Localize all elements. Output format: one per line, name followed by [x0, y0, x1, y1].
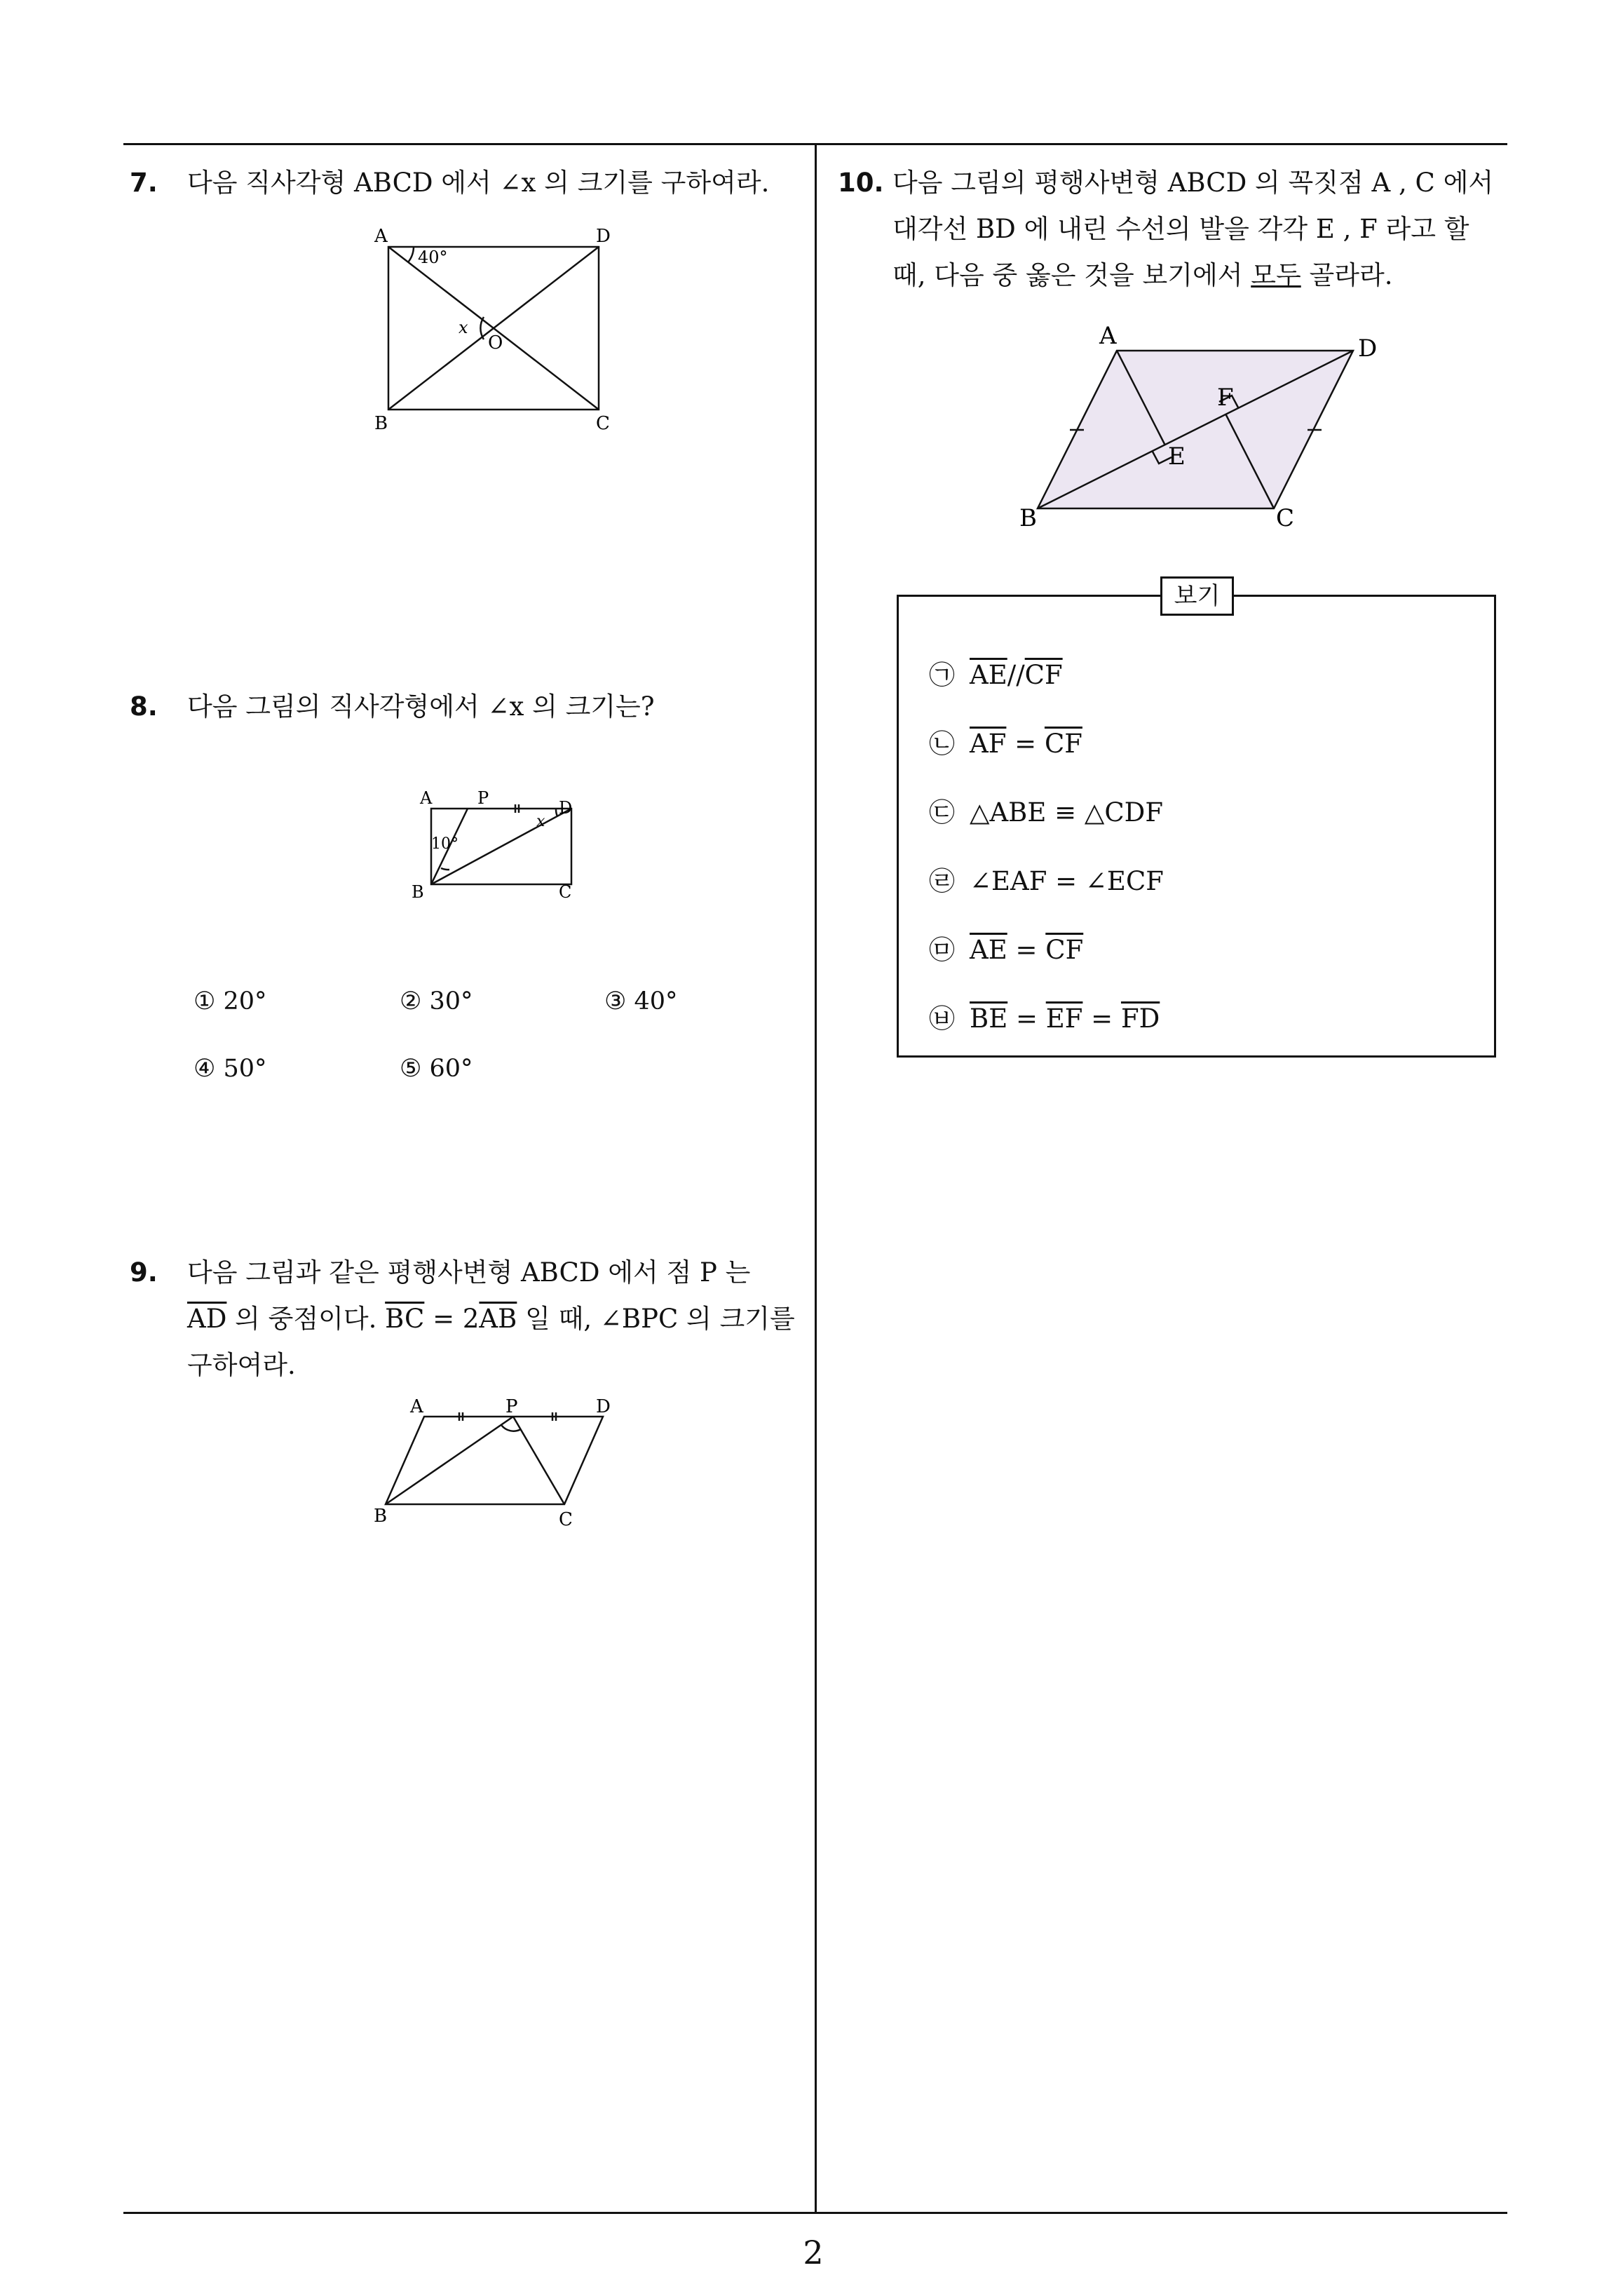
label-a: A [374, 226, 388, 247]
label-o: O [488, 332, 503, 353]
label-c: C [559, 1509, 573, 1530]
bogi-expr-part: $\overline{CF}$ [1044, 729, 1082, 759]
bogi-expr-part: $\overline{EF}$ [1045, 1004, 1083, 1034]
bogi-marker: ㉠ [929, 660, 955, 690]
label-p: P [477, 788, 489, 808]
label-d: D [1358, 335, 1378, 363]
angle-arc-40 [408, 247, 414, 262]
label-p: P [505, 1396, 518, 1417]
label-x: x [536, 813, 545, 830]
label-e: E [1168, 443, 1186, 471]
label-c: C [596, 413, 610, 431]
bottom-rule [123, 2212, 1507, 2214]
bogi-expr-part: △ABE ≡ △CDF [970, 797, 1164, 828]
bogi-item [929, 791, 1163, 829]
bogi-item [929, 860, 1164, 898]
bogi-marker: ㉢ [929, 797, 955, 828]
label-a: A [410, 1396, 423, 1417]
bogi-item [929, 928, 1083, 966]
q8-rectangle-figure [410, 784, 585, 910]
bogi-marker: ㉣ [929, 866, 955, 896]
label-d: D [596, 226, 611, 247]
label-angle-10: 10° [431, 835, 459, 853]
question-number: 9. [130, 1257, 158, 1288]
bogi-expr-part: = [1082, 1004, 1121, 1034]
bogi-expr-part: $\overline{CF}$ [1024, 660, 1063, 690]
label-a: A [420, 788, 433, 808]
question-text: 다음 그림과 같은 평행사변형 ABCD 에서 점 P 는 $\overline{AD}$ 의 중점이다. $\overline{BC} = 2\overline{AB}$ 일 때, ∠BPC 의 크기를 구하여라. [187, 1257, 795, 1380]
question-number: 7. [130, 168, 158, 198]
question-number: 10. [838, 168, 884, 198]
question-number: 8. [130, 691, 158, 722]
question-text: 다음 그림의 직사각형에서 ∠x 의 크기는? [187, 691, 655, 722]
bogi-expr-part: $\overline{FD}$ [1120, 1004, 1160, 1034]
label-f: F [1217, 384, 1234, 412]
bogi-expr-part: ∠EAF = ∠ECF [970, 866, 1164, 896]
label-c: C [559, 882, 572, 902]
bogi-item [929, 654, 1063, 691]
page-number: 2 [803, 2234, 824, 2271]
label-angle-40: 40° [418, 248, 448, 267]
bogi-expr-part: // [1007, 660, 1025, 690]
q10-parallelogram-figure [1017, 323, 1409, 533]
column-divider [815, 143, 817, 2212]
label-d: D [559, 798, 573, 818]
bogi-item [929, 997, 1160, 1035]
label-x: x [459, 318, 468, 337]
choice-4[interactable]: ④ 50° [193, 1055, 267, 1083]
question-text: 다음 직사각형 ABCD 에서 ∠x 의 크기를 구하여라. [187, 168, 770, 198]
bogi-expr-part: = [1006, 729, 1045, 759]
bogi-title: 보기 [1160, 576, 1234, 616]
question-text: 다음 그림의 평행사변형 ABCD 의 꼭짓점 A , C 에서 대각선 BD 에 내린 수선의 발을 각각 E , F 라고 할 때, 다음 중 옳은 것을 보기에서 모두 골라라. [892, 168, 1494, 290]
label-b: B [374, 1506, 388, 1527]
choice-5[interactable]: ⑤ 60° [400, 1055, 473, 1083]
choice-2[interactable]: ② 30° [400, 987, 473, 1015]
label-b: B [374, 413, 388, 431]
q7-rectangle-figure [365, 221, 631, 431]
bogi-expr-part: $\overline{AE}$ [970, 660, 1007, 690]
q9-parallelogram-figure [368, 1396, 627, 1536]
bogi-expr-part: = [1007, 935, 1046, 965]
label-b: B [412, 882, 424, 902]
bogi-marker: ㉡ [929, 729, 955, 759]
bogi-item [929, 722, 1082, 760]
choice-3[interactable]: ③ 40° [604, 987, 678, 1015]
bogi-marker: ㉥ [929, 1004, 955, 1034]
label-c: C [1276, 504, 1295, 532]
bogi-marker: ㉤ [929, 935, 955, 965]
label-a: A [1099, 323, 1117, 350]
choice-1[interactable]: ① 20° [193, 987, 267, 1015]
bogi-expr-part: $\overline{AF}$ [970, 729, 1007, 759]
label-b: B [1019, 504, 1037, 532]
bogi-expr-part: $\overline{CF}$ [1045, 935, 1084, 965]
label-d: D [596, 1396, 611, 1417]
bogi-expr-part: $\overline{AE}$ [970, 935, 1007, 965]
bogi-expr-part: $\overline{BE}$ [970, 1004, 1008, 1034]
bogi-expr-part: = [1007, 1004, 1046, 1034]
